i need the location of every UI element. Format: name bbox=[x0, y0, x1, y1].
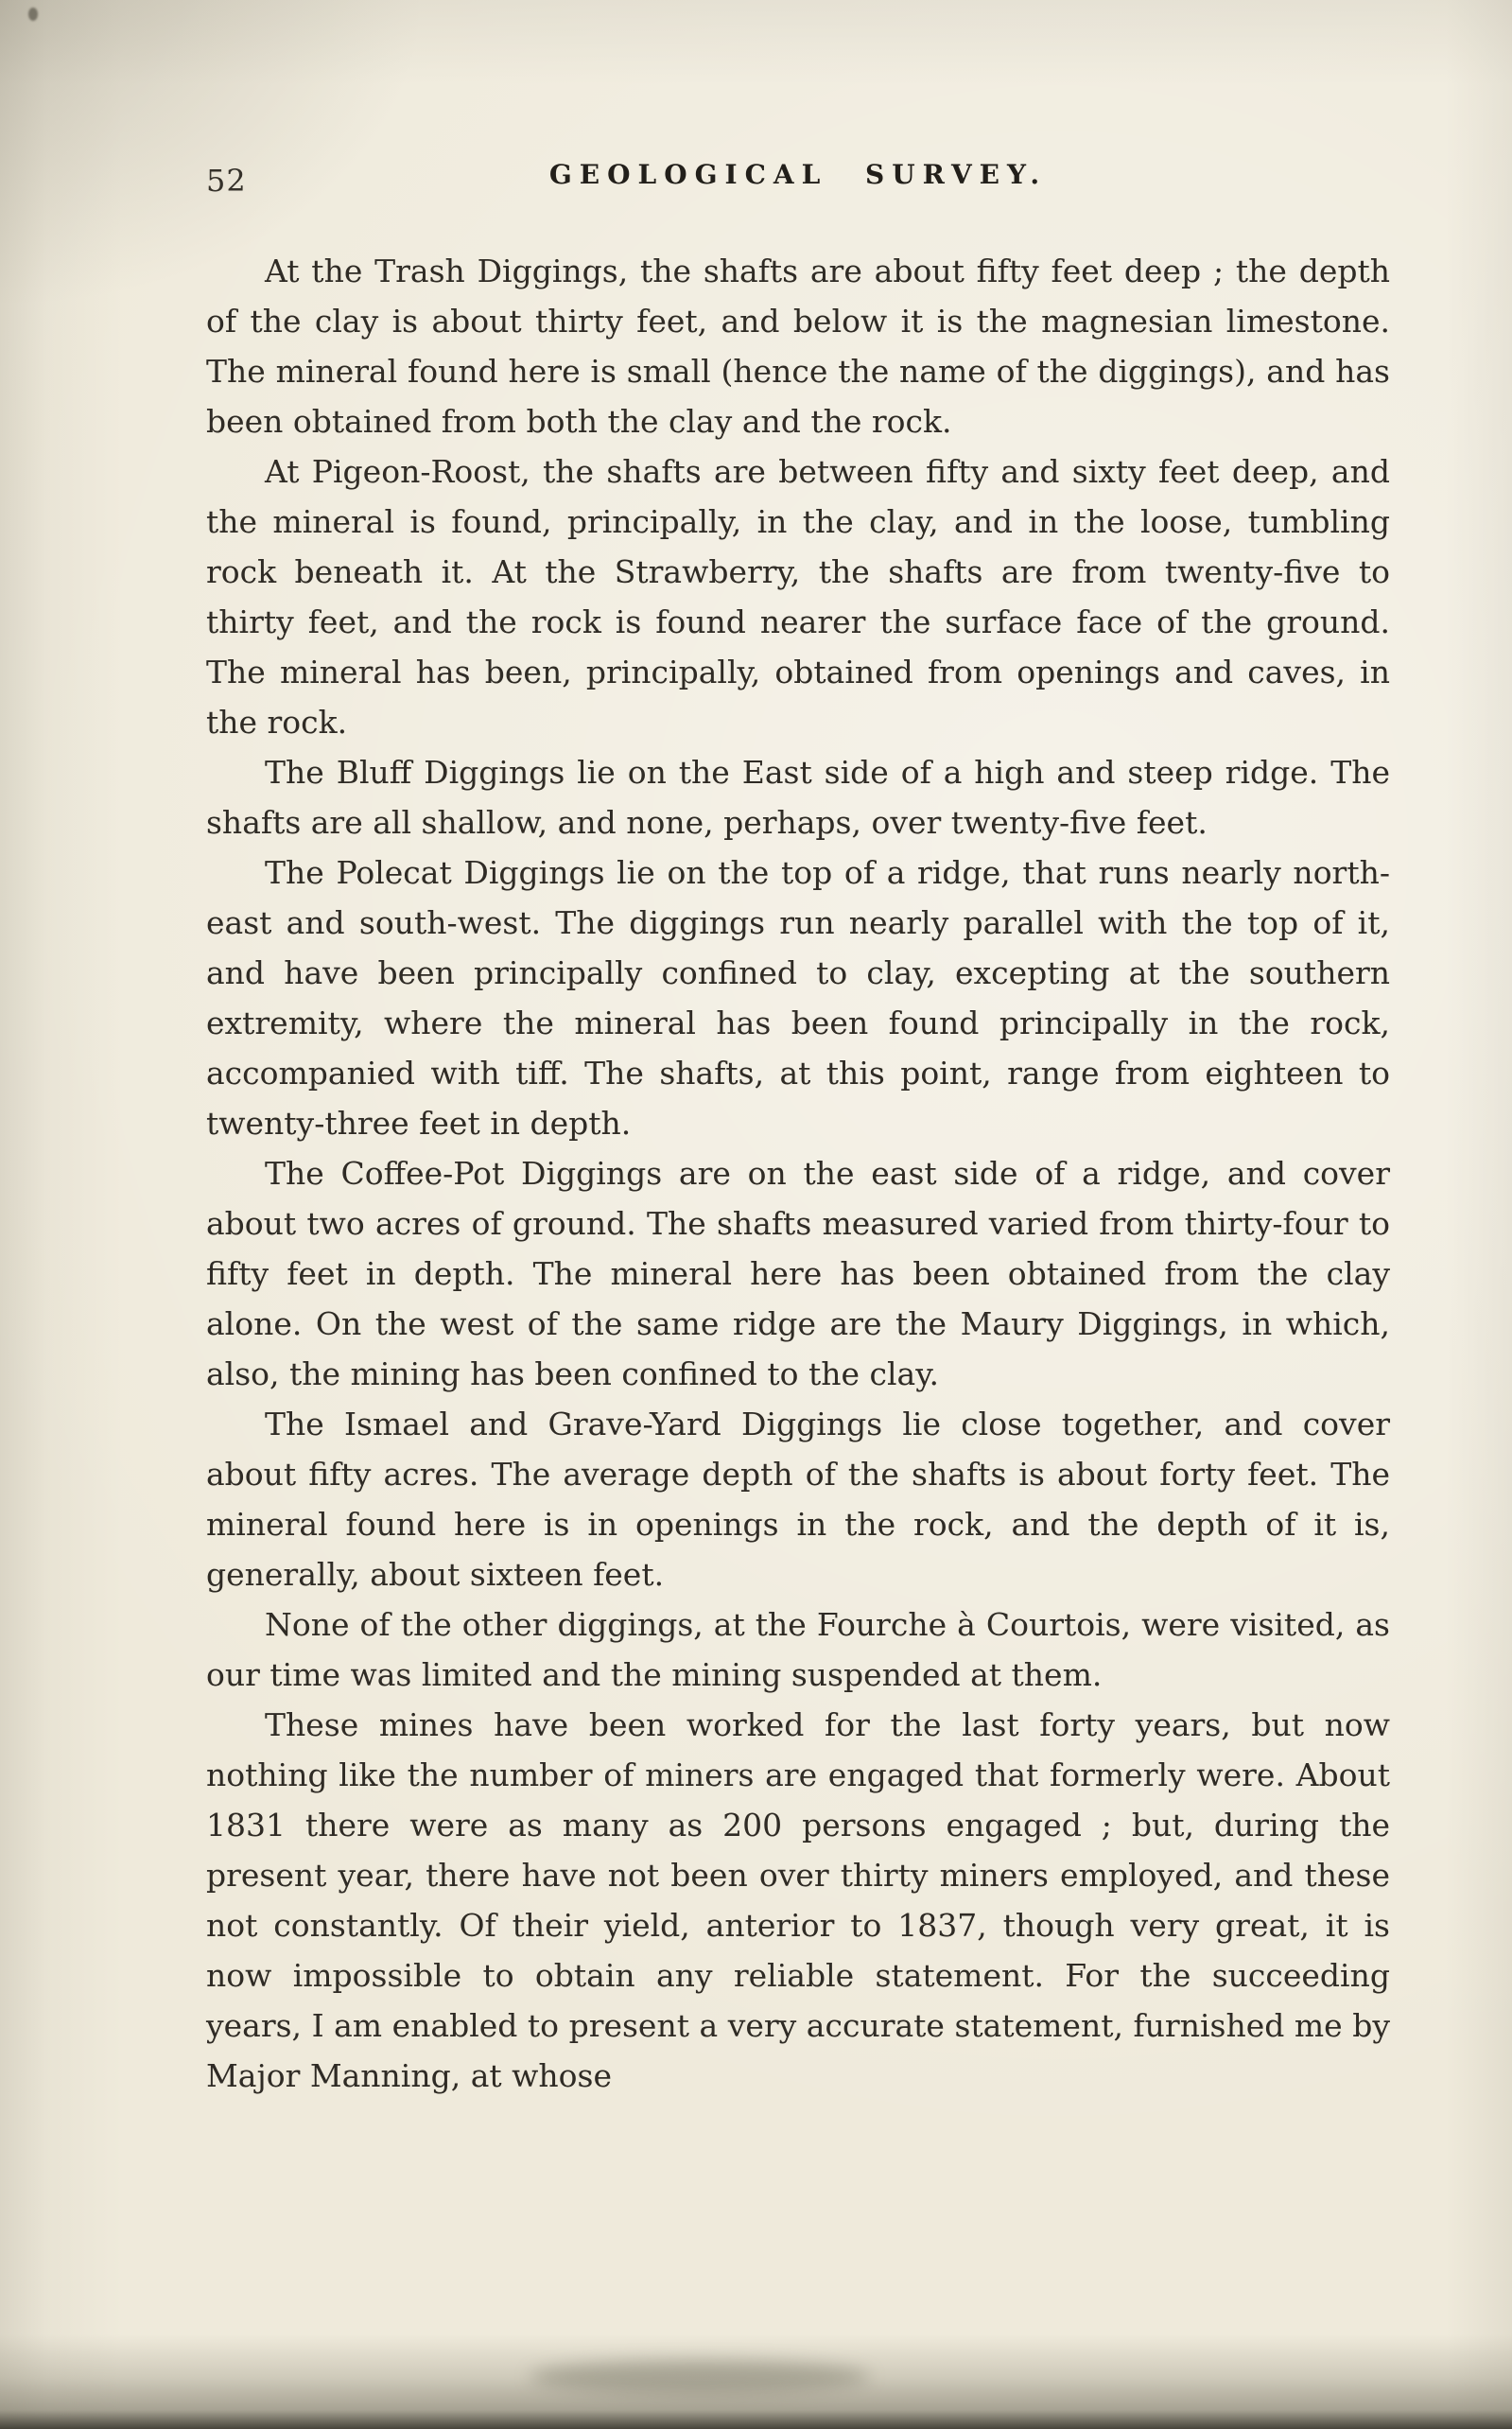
page-header bbox=[206, 159, 1390, 199]
running-head-title: GEOLOGICAL SURVEY. bbox=[548, 159, 1048, 190]
paragraph-coffee-pot-diggings: The Coffee-Pot Diggings are on the east side of a ridge, and cover about two acres of ground. The shafts measured varied from thirty-four to fifty feet in depth. The mineral here has been obtained from the clay alone. On the west of the same ridge are the Maury Diggings, in which, also, the mining has been confined to the clay. bbox=[206, 1155, 1390, 1392]
paragraph-ismael-grave-yard: The Ismael and Grave-Yard Diggings lie close together, and cover about fifty acres. The average depth of the shafts is about forty feet. The mineral found here is in openings in the rock, and the depth of it is, generally, about sixteen feet. bbox=[206, 1406, 1390, 1593]
page-number: 52 bbox=[206, 163, 247, 199]
scan-bottom-shadow bbox=[0, 2334, 1512, 2429]
paragraph-mines-history: These mines have been worked for the last forty years, but now nothing like the number of miners are engaged that formerly were. About 1831 there were as many as 200 persons engaged ; but, during the present year, there have not been over thirty miners employed, and these not constantly. Of their yield, anterior to 1837, though very great, it is now impossible to obtain any reliable statement. For the succeeding years, I am enabled to present a very accurate statement, furnished me by Major Manning, at whose bbox=[206, 1706, 1390, 2094]
paragraph-trash-diggings: At the Trash Diggings, the shafts are about fifty feet deep ; the depth of the clay is about thirty feet, and below it is the magnesian limestone. The mineral found here is small (hence the name of the diggings), and has been obtained from both the clay and the rock. bbox=[206, 253, 1390, 440]
page-text-block bbox=[206, 246, 1390, 2101]
paragraph-pigeon-roost: At Pigeon-Roost, the shafts are between fifty and sixty feet deep, and the mineral is found, principally, in the clay, and in the loose, tumbling rock beneath it. At the Strawberry, the shafts are from twenty-five to thirty feet, and the rock is found nearer the surface face of the ground. The mineral has been, principally, obtained from openings and caves, in the rock. bbox=[206, 453, 1390, 741]
scan-artifact-speck bbox=[28, 8, 38, 21]
paragraph-other-diggings: None of the other diggings, at the Fourche à Courtois, were visited, as our time was limited and the mining suspended at them. bbox=[206, 1606, 1390, 1693]
paragraph-polecat-diggings: The Polecat Diggings lie on the top of a ridge, that runs nearly north-east and south-west. The diggings run nearly parallel with the top of it, and have been principally confined to clay, excepting at the southern extremity, where the mineral has been found principally in the rock, accompanied with tiff. The shafts, at this point, range from eighteen to twenty-three feet in depth. bbox=[206, 854, 1390, 1142]
paragraph-bluff-diggings: The Bluff Diggings lie on the East side of a high and steep ridge. The shafts are all shallow, and none, perhaps, over twenty-five feet. bbox=[206, 754, 1390, 841]
